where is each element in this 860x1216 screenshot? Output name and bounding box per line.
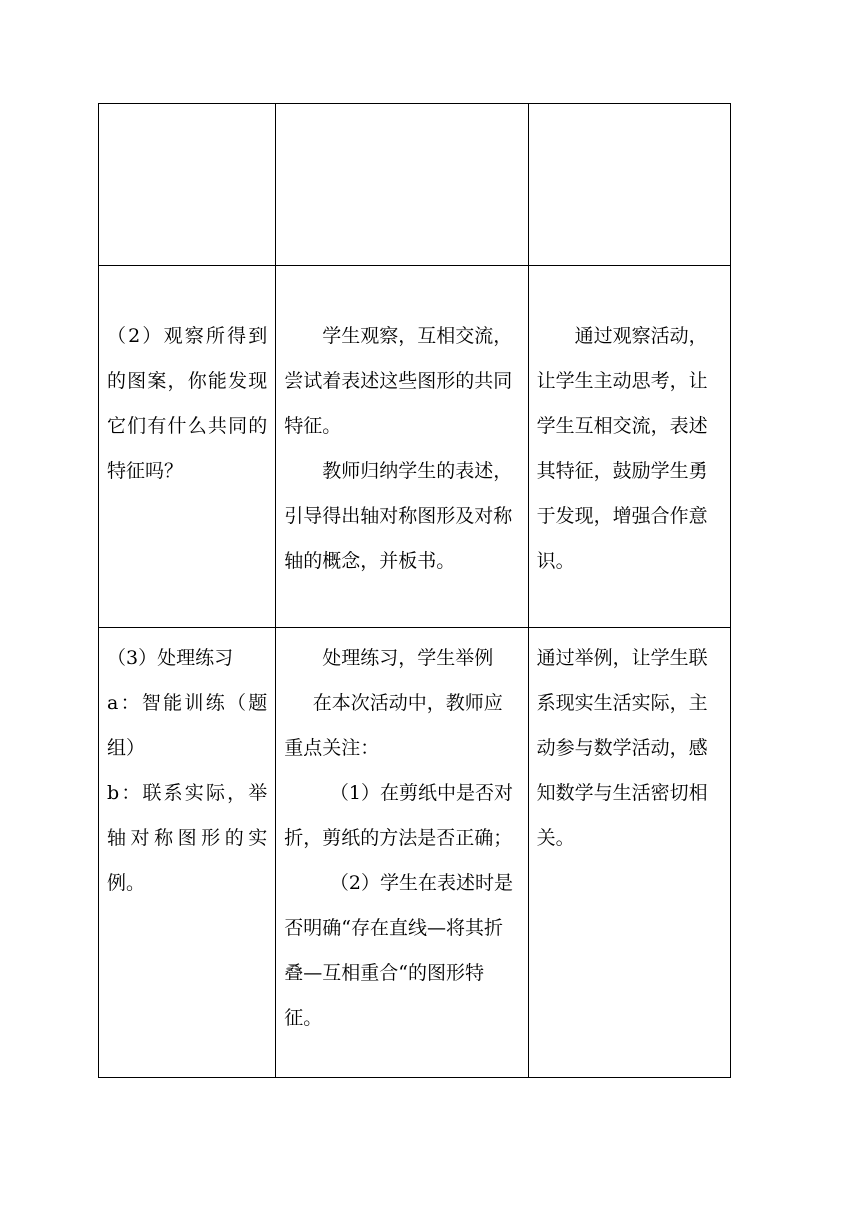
activity-question: （2）观察所得到的图案，你能发现它们有什么共同的特征吗？ [107,325,268,482]
exercise-intent-text: 通过举例，让学生联系现实生活实际，主动参与数学活动，感知数学与生活密切相关。 [536,647,708,849]
table-cell [528,104,730,266]
table-cell [276,104,528,266]
table-cell [276,628,528,1078]
table-row [99,628,731,1078]
table-row [99,104,731,266]
table-cell [528,628,730,1078]
teacher-focus-text: 在本次活动中，教师应重点关注： [284,692,503,759]
table-cell [276,266,528,628]
design-intent-text: 通过观察活动，让学生主动思考，让学生互相交流，表述其特征，鼓励学生勇于发现，增强合作意识。 [536,325,708,572]
table-cell [99,104,276,266]
focus-point-1: （1）在剪纸中是否对折，剪纸的方法是否正确； [284,782,513,849]
exercise-activity-text: 处理练习，学生举例 [322,647,494,669]
focus-point-2: （2）学生在表述时是否明确“存在直线—将其折叠—互相重合“的图形特征。 [284,872,513,1029]
lesson-plan-table [98,103,731,1078]
exercise-item-b: b：联系实际，举轴对称图形的实例。 [107,782,268,894]
table-cell [99,628,276,1078]
table-row [99,266,731,628]
table-cell [528,266,730,628]
table-cell [99,266,276,628]
teacher-activity-text: 教师归纳学生的表述，引导得出轴对称图形及对称轴的概念，并板书。 [284,460,513,572]
exercise-heading: （3）处理练习 [107,647,234,669]
exercise-item-a: a：智能训练（题组） [107,692,268,759]
student-activity-text: 学生观察，互相交流，尝试着表述这些图形的共同特征。 [284,325,513,437]
